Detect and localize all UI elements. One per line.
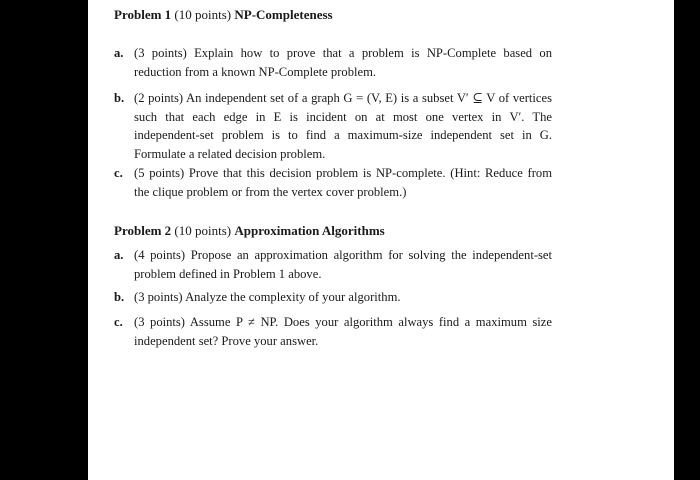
item-letter: b. bbox=[114, 290, 125, 304]
item-line: reduction from a known NP-Complete problem. bbox=[134, 64, 377, 79]
item-line: problem defined in Problem 1 above. bbox=[134, 266, 322, 281]
item-line: independent set? Prove your answer. bbox=[134, 333, 319, 348]
item-letter: c. bbox=[114, 166, 123, 180]
item-letter: c. bbox=[114, 315, 123, 329]
item-text bbox=[134, 89, 552, 163]
item-line: (4 points) Propose an approximation algorithm for solving the independent-set bbox=[134, 248, 552, 262]
problem-2-points: (10 points) bbox=[174, 223, 232, 238]
item-text bbox=[134, 44, 552, 81]
problem-2-heading bbox=[114, 222, 385, 239]
item-text bbox=[134, 313, 552, 350]
item-line: independent-set problem is to find a maximum-size independent set in G. bbox=[134, 128, 552, 142]
item-line: (2 points) An independent set of a graph G = (V, E) is a subset V′ ⊆ V of vertices bbox=[134, 91, 552, 105]
item-letter: b. bbox=[114, 91, 125, 105]
item-line: (3 points) Explain how to prove that a problem is NP-Complete based on bbox=[134, 46, 552, 60]
problem-1-heading bbox=[114, 6, 333, 23]
item-line: (5 points) Prove that this decision problem is NP-complete. (Hint: Reduce from bbox=[134, 166, 552, 180]
problem-2-number: Problem 2 bbox=[114, 223, 172, 238]
problem-2-title: Approximation Algorithms bbox=[234, 223, 385, 238]
item-text bbox=[134, 288, 552, 307]
item-line: (3 points) Assume P ≠ NP. Does your algorithm always find a maximum size bbox=[134, 315, 552, 329]
item-line: (3 points) Analyze the complexity of your algorithm. bbox=[134, 290, 401, 304]
document-page bbox=[88, 0, 674, 480]
item-text bbox=[134, 164, 552, 201]
item-letter: a. bbox=[114, 46, 124, 60]
item-letter: a. bbox=[114, 248, 124, 262]
item-text bbox=[134, 246, 552, 283]
item-line: such that each edge in E is incident on at most one vertex in V′. The bbox=[134, 109, 552, 124]
problem-1-points: (10 points) bbox=[174, 7, 232, 22]
item-line: Formulate a related decision problem. bbox=[134, 146, 326, 161]
problem-1-title: NP-Completeness bbox=[234, 7, 333, 22]
item-line: the clique problem or from the vertex cover problem.) bbox=[134, 184, 407, 199]
problem-1-number: Problem 1 bbox=[114, 7, 172, 22]
